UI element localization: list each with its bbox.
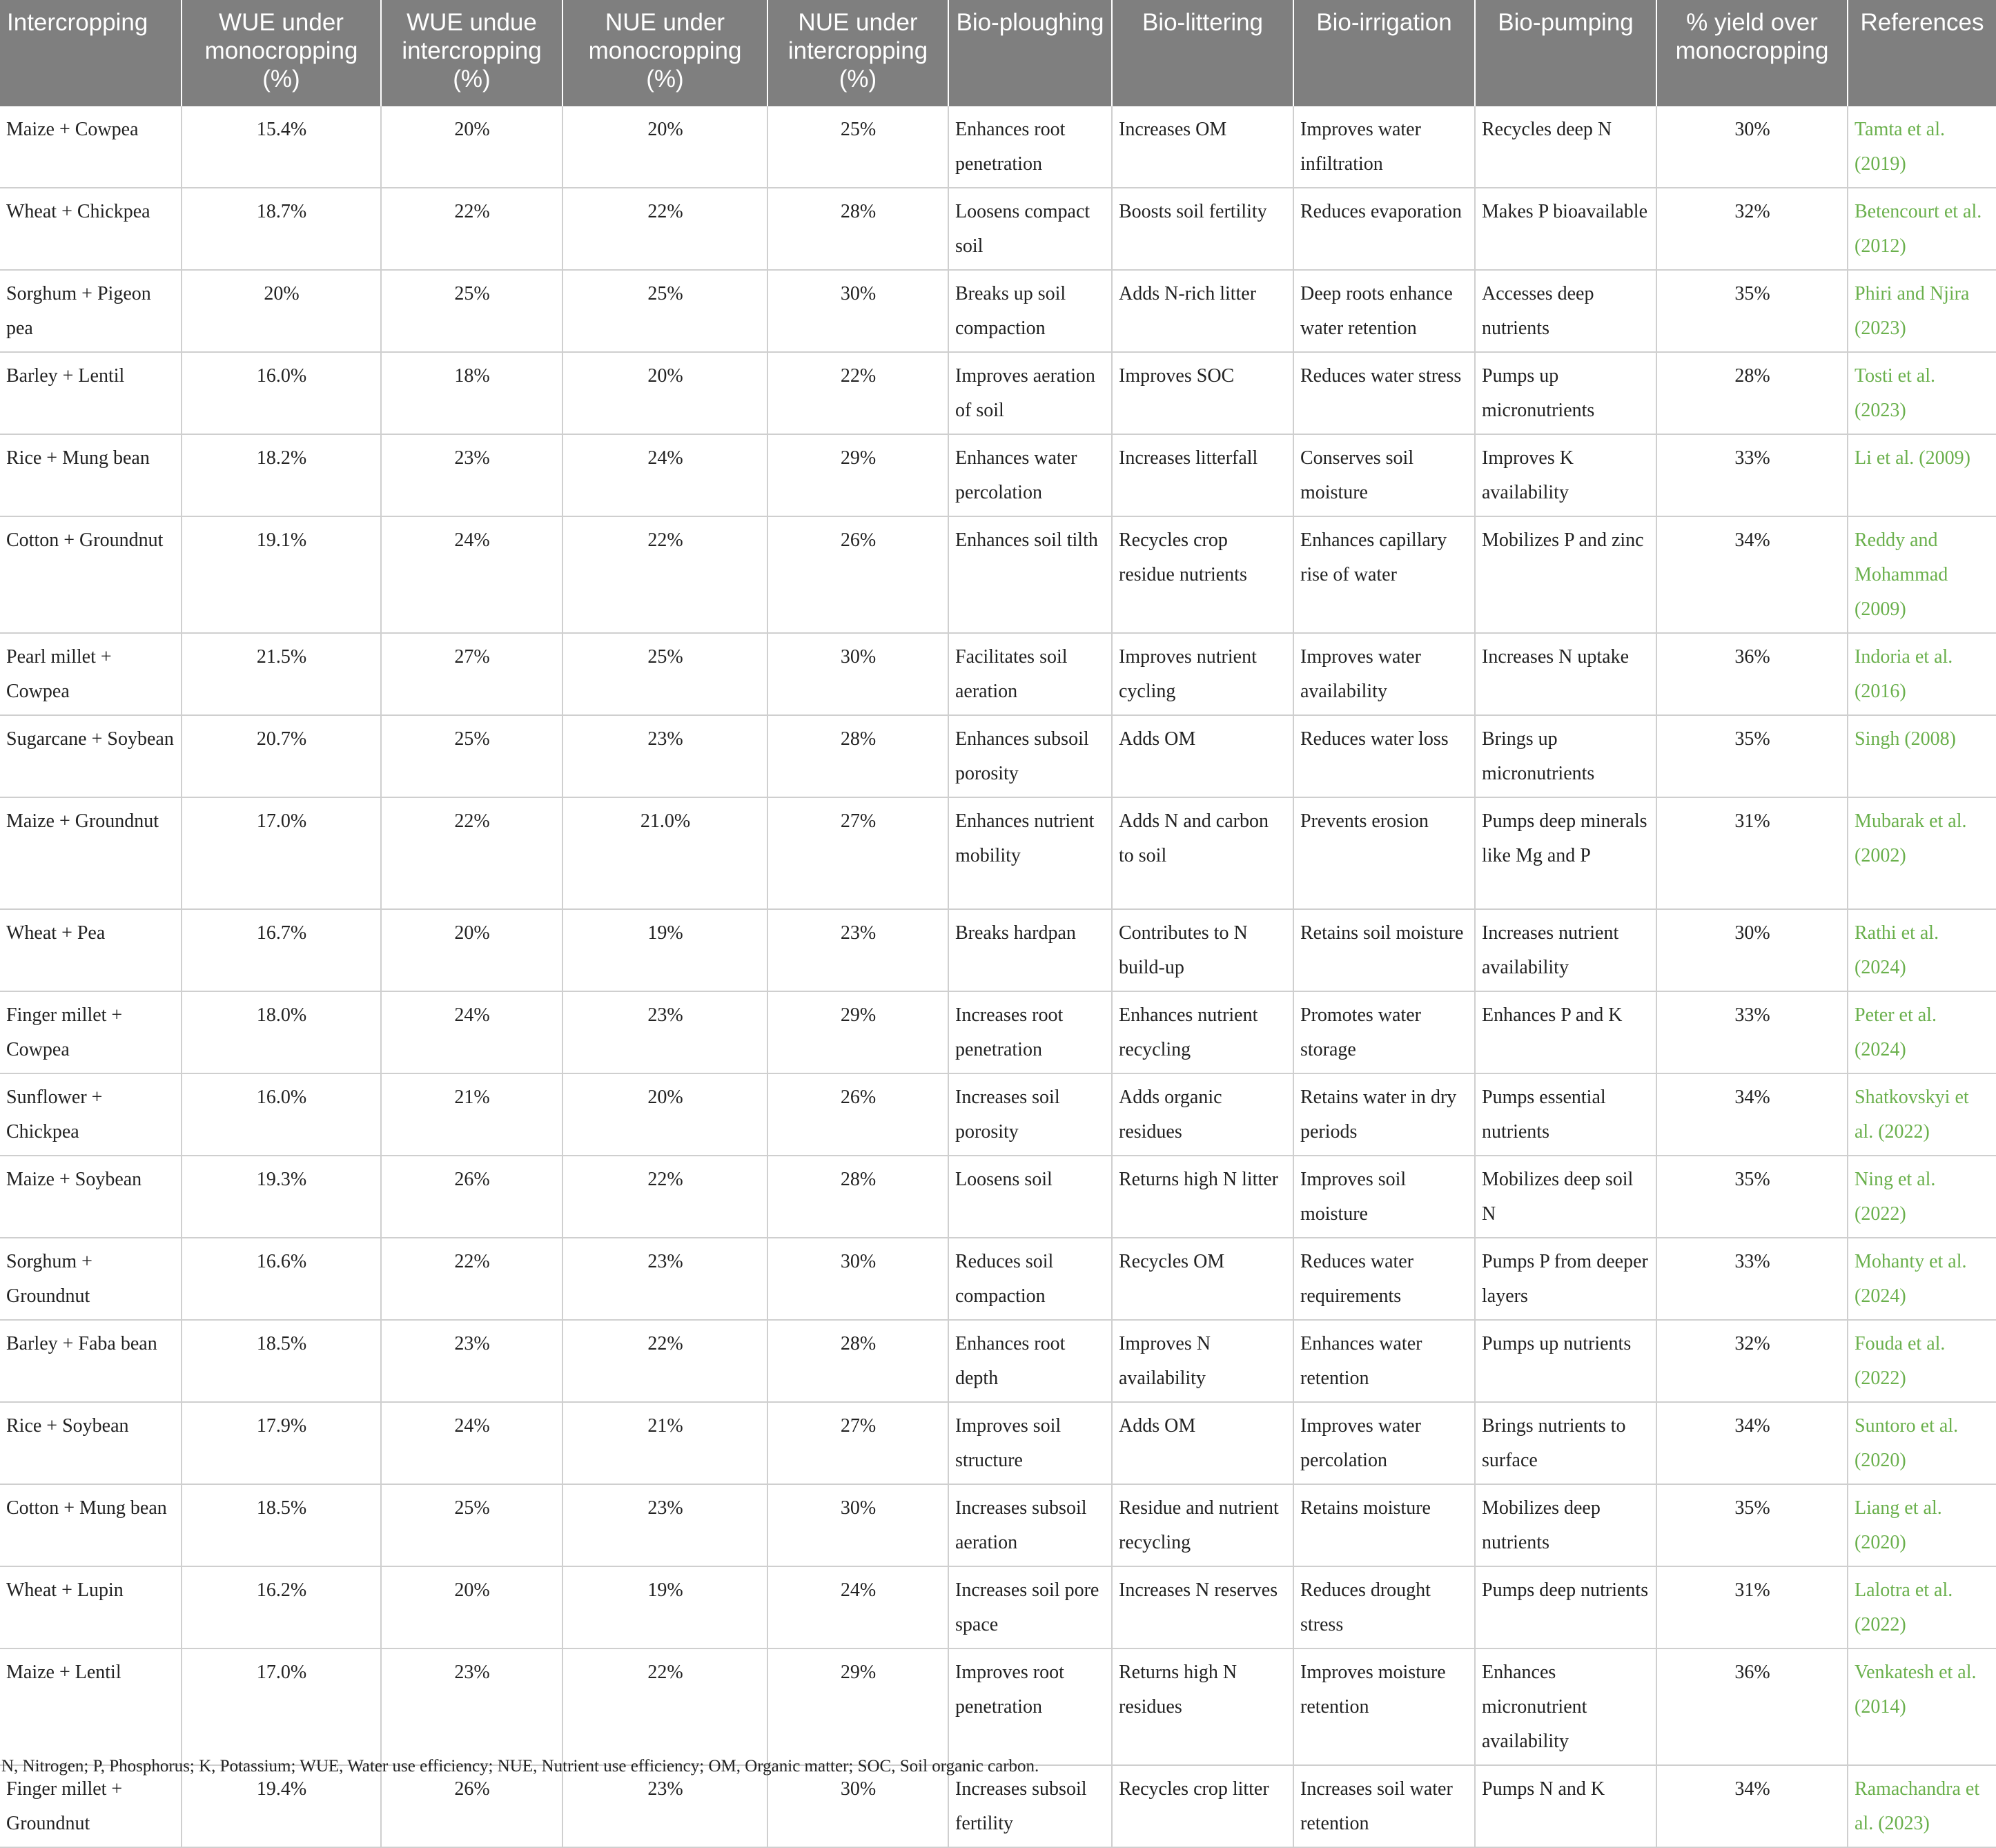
effect-cell: Breaks up soil compaction xyxy=(948,270,1112,352)
table-row xyxy=(0,797,1996,909)
reference-link[interactable]: Phiri and Njira (2023) xyxy=(1848,270,1996,352)
effect-cell: Increases OM xyxy=(1112,106,1293,188)
efficiency-cell: 28% xyxy=(767,1156,948,1238)
effect-cell: Enhances water percolation xyxy=(948,434,1112,516)
efficiency-cell: 18.5% xyxy=(182,1320,381,1402)
efficiency-cell: 26% xyxy=(767,516,948,633)
efficiency-cell: 23% xyxy=(562,1484,767,1566)
effect-cell: Increases litterfall xyxy=(1112,434,1293,516)
efficiency-cell: 25% xyxy=(767,106,948,188)
reference-link[interactable]: Rathi et al. (2024) xyxy=(1848,909,1996,991)
efficiency-cell: 20% xyxy=(562,1073,767,1156)
table-row xyxy=(0,516,1996,633)
effect-cell: Boosts soil fertility xyxy=(1112,188,1293,270)
reference-link[interactable]: Tosti et al. (2023) xyxy=(1848,352,1996,434)
effect-cell: Reduces water stress xyxy=(1293,352,1475,434)
efficiency-cell: 22% xyxy=(562,188,767,270)
table-row xyxy=(0,1566,1996,1648)
effect-cell: Mobilizes deep nutrients xyxy=(1475,1484,1656,1566)
effect-cell: Pumps deep nutrients xyxy=(1475,1566,1656,1648)
efficiency-cell: 23% xyxy=(562,715,767,797)
efficiency-cell: 30% xyxy=(767,270,948,352)
effect-cell: Enhances root depth xyxy=(948,1320,1112,1402)
effect-cell: Pumps N and K xyxy=(1475,1765,1656,1847)
efficiency-cell: 21% xyxy=(381,1073,562,1156)
efficiency-cell: 26% xyxy=(381,1156,562,1238)
intercrop-cell: Finger millet + Cowpea xyxy=(0,991,182,1073)
column-header: WUE undue intercropping (%) xyxy=(381,0,562,106)
effect-cell: Reduces drought stress xyxy=(1293,1566,1475,1648)
efficiency-cell: 20% xyxy=(381,1566,562,1648)
table-row xyxy=(0,909,1996,991)
effect-cell: Accesses deep nutrients xyxy=(1475,270,1656,352)
efficiency-cell: 21% xyxy=(562,1402,767,1484)
efficiency-cell: 26% xyxy=(767,1073,948,1156)
effect-cell: Loosens compact soil xyxy=(948,188,1112,270)
effect-cell: Retains moisture xyxy=(1293,1484,1475,1566)
efficiency-cell: 26% xyxy=(381,1765,562,1847)
efficiency-cell: 30% xyxy=(767,1765,948,1847)
yield-cell: 30% xyxy=(1656,106,1848,188)
effect-cell: Reduces soil compaction xyxy=(948,1238,1112,1320)
reference-link[interactable]: Li et al. (2009) xyxy=(1848,434,1996,516)
effect-cell: Increases root penetration xyxy=(948,991,1112,1073)
effect-cell: Pumps essential nutrients xyxy=(1475,1073,1656,1156)
intercrop-cell: Maize + Groundnut xyxy=(0,797,182,909)
reference-link[interactable]: Shatkovskyi et al. (2022) xyxy=(1848,1073,1996,1156)
efficiency-cell: 18.0% xyxy=(182,991,381,1073)
efficiency-cell: 24% xyxy=(381,1402,562,1484)
efficiency-cell: 27% xyxy=(767,797,948,909)
yield-cell: 34% xyxy=(1656,516,1848,633)
column-header: NUE under monocropping (%) xyxy=(562,0,767,106)
column-header: WUE under monocropping (%) xyxy=(182,0,381,106)
effect-cell: Mobilizes deep soil N xyxy=(1475,1156,1656,1238)
intercrop-cell: Maize + Lentil xyxy=(0,1648,182,1765)
efficiency-cell: 20.7% xyxy=(182,715,381,797)
intercrop-cell: Sorghum + Pigeon pea xyxy=(0,270,182,352)
reference-link[interactable]: Liang et al. (2020) xyxy=(1848,1484,1996,1566)
column-header: Bio-littering xyxy=(1112,0,1293,106)
effect-cell: Improves water percolation xyxy=(1293,1402,1475,1484)
yield-cell: 36% xyxy=(1656,1648,1848,1765)
effect-cell: Pumps up micronutrients xyxy=(1475,352,1656,434)
effect-cell: Recycles crop litter xyxy=(1112,1765,1293,1847)
yield-cell: 33% xyxy=(1656,991,1848,1073)
table-row xyxy=(0,1156,1996,1238)
yield-cell: 34% xyxy=(1656,1402,1848,1484)
effect-cell: Recycles OM xyxy=(1112,1238,1293,1320)
reference-link[interactable]: Suntoro et al. (2020) xyxy=(1848,1402,1996,1484)
effect-cell: Increases soil porosity xyxy=(948,1073,1112,1156)
effect-cell: Pumps deep minerals like Mg and P xyxy=(1475,797,1656,909)
efficiency-cell: 16.2% xyxy=(182,1566,381,1648)
yield-cell: 32% xyxy=(1656,1320,1848,1402)
effect-cell: Enhances nutrient recycling xyxy=(1112,991,1293,1073)
efficiency-cell: 23% xyxy=(562,1765,767,1847)
yield-cell: 35% xyxy=(1656,715,1848,797)
reference-link[interactable]: Ramachandra et al. (2023) xyxy=(1848,1765,1996,1847)
intercrop-cell: Cotton + Groundnut xyxy=(0,516,182,633)
effect-cell: Increases soil water retention xyxy=(1293,1765,1475,1847)
column-header: Bio-irrigation xyxy=(1293,0,1475,106)
effect-cell: Promotes water storage xyxy=(1293,991,1475,1073)
efficiency-cell: 18% xyxy=(381,352,562,434)
effect-cell: Recycles crop residue nutrients xyxy=(1112,516,1293,633)
effect-cell: Improves N availability xyxy=(1112,1320,1293,1402)
efficiency-cell: 24% xyxy=(562,434,767,516)
efficiency-cell: 20% xyxy=(381,106,562,188)
intercrop-cell: Sunflower + Chickpea xyxy=(0,1073,182,1156)
table-row xyxy=(0,106,1996,188)
yield-cell: 30% xyxy=(1656,909,1848,991)
efficiency-cell: 23% xyxy=(562,991,767,1073)
yield-cell: 31% xyxy=(1656,797,1848,909)
efficiency-cell: 24% xyxy=(767,1566,948,1648)
efficiency-cell: 19% xyxy=(562,1566,767,1648)
efficiency-cell: 20% xyxy=(381,909,562,991)
reference-link[interactable]: Mohanty et al. (2024) xyxy=(1848,1238,1996,1320)
table-row xyxy=(0,188,1996,270)
effect-cell: Recycles deep N xyxy=(1475,106,1656,188)
table-header xyxy=(0,0,1996,106)
table-row xyxy=(0,991,1996,1073)
effect-cell: Pumps P from deeper layers xyxy=(1475,1238,1656,1320)
effect-cell: Increases subsoil aeration xyxy=(948,1484,1112,1566)
reference-link[interactable]: Reddy and Mohammad (2009) xyxy=(1848,516,1996,633)
yield-cell: 34% xyxy=(1656,1073,1848,1156)
reference-link[interactable]: Peter et al. (2024) xyxy=(1848,991,1996,1073)
reference-link[interactable]: Singh (2008) xyxy=(1848,715,1996,797)
efficiency-cell: 30% xyxy=(767,1238,948,1320)
table-row xyxy=(0,1073,1996,1156)
column-header: Intercropping xyxy=(0,0,182,106)
reference-link[interactable]: Ning et al. (2022) xyxy=(1848,1156,1996,1238)
effect-cell: Improves SOC xyxy=(1112,352,1293,434)
effect-cell: Improves soil structure xyxy=(948,1402,1112,1484)
effect-cell: Pumps up nutrients xyxy=(1475,1320,1656,1402)
table-row xyxy=(0,352,1996,434)
efficiency-cell: 21.5% xyxy=(182,633,381,715)
intercrop-cell: Rice + Mung bean xyxy=(0,434,182,516)
efficiency-cell: 22% xyxy=(562,516,767,633)
table-body xyxy=(0,106,1996,1847)
efficiency-cell: 17.0% xyxy=(182,797,381,909)
efficiency-cell: 28% xyxy=(767,1320,948,1402)
efficiency-cell: 17.9% xyxy=(182,1402,381,1484)
effect-cell: Makes P bioavailable xyxy=(1475,188,1656,270)
efficiency-cell: 28% xyxy=(767,188,948,270)
effect-cell: Increases N reserves xyxy=(1112,1566,1293,1648)
effect-cell: Improves root penetration xyxy=(948,1648,1112,1765)
yield-cell: 35% xyxy=(1656,1484,1848,1566)
intercrop-cell: Maize + Soybean xyxy=(0,1156,182,1238)
intercrop-cell: Barley + Lentil xyxy=(0,352,182,434)
yield-cell: 35% xyxy=(1656,270,1848,352)
efficiency-cell: 24% xyxy=(381,991,562,1073)
efficiency-cell: 20% xyxy=(182,270,381,352)
yield-cell: 33% xyxy=(1656,1238,1848,1320)
effect-cell: Improves water availability xyxy=(1293,633,1475,715)
efficiency-cell: 25% xyxy=(562,633,767,715)
efficiency-cell: 21.0% xyxy=(562,797,767,909)
table-row xyxy=(0,434,1996,516)
effect-cell: Enhances subsoil porosity xyxy=(948,715,1112,797)
efficiency-cell: 27% xyxy=(767,1402,948,1484)
efficiency-cell: 20% xyxy=(562,352,767,434)
efficiency-cell: 22% xyxy=(562,1320,767,1402)
effect-cell: Brings up micronutrients xyxy=(1475,715,1656,797)
effect-cell: Facilitates soil aeration xyxy=(948,633,1112,715)
table-row xyxy=(0,270,1996,352)
reference-link[interactable]: Mubarak et al. (2002) xyxy=(1848,797,1996,909)
efficiency-cell: 19.4% xyxy=(182,1765,381,1847)
efficiency-cell: 25% xyxy=(381,1484,562,1566)
effect-cell: Improves water infiltration xyxy=(1293,106,1475,188)
table-row xyxy=(0,1320,1996,1402)
effect-cell: Mobilizes P and zinc xyxy=(1475,516,1656,633)
effect-cell: Reduces evaporation xyxy=(1293,188,1475,270)
efficiency-cell: 17.0% xyxy=(182,1648,381,1765)
efficiency-cell: 30% xyxy=(767,633,948,715)
effect-cell: Improves aeration of soil xyxy=(948,352,1112,434)
intercrop-cell: Maize + Cowpea xyxy=(0,106,182,188)
table-row xyxy=(0,715,1996,797)
yield-cell: 31% xyxy=(1656,1566,1848,1648)
efficiency-cell: 24% xyxy=(381,516,562,633)
table-row xyxy=(0,633,1996,715)
reference-link[interactable]: Tamta et al. (2019) xyxy=(1848,106,1996,188)
effect-cell: Enhances micronutrient availability xyxy=(1475,1648,1656,1765)
header-row xyxy=(0,0,1996,106)
efficiency-cell: 22% xyxy=(381,797,562,909)
table-row xyxy=(0,1765,1996,1847)
effect-cell: Residue and nutrient recycling xyxy=(1112,1484,1293,1566)
efficiency-cell: 23% xyxy=(767,909,948,991)
efficiency-cell: 19% xyxy=(562,909,767,991)
efficiency-cell: 23% xyxy=(381,1320,562,1402)
effect-cell: Improves K availability xyxy=(1475,434,1656,516)
reference-link[interactable]: Venkatesh et al. (2014) xyxy=(1848,1648,1996,1765)
efficiency-cell: 29% xyxy=(767,991,948,1073)
reference-link[interactable]: Indoria et al. (2016) xyxy=(1848,633,1996,715)
efficiency-cell: 22% xyxy=(562,1156,767,1238)
effect-cell: Enhances root penetration xyxy=(948,106,1112,188)
column-header: Bio-pumping xyxy=(1475,0,1656,106)
effect-cell: Retains soil moisture xyxy=(1293,909,1475,991)
intercrop-cell: Cotton + Mung bean xyxy=(0,1484,182,1566)
yield-cell: 33% xyxy=(1656,434,1848,516)
efficiency-cell: 20% xyxy=(562,106,767,188)
effect-cell: Adds N-rich litter xyxy=(1112,270,1293,352)
effect-cell: Increases subsoil fertility xyxy=(948,1765,1112,1847)
effect-cell: Adds N and carbon to soil xyxy=(1112,797,1293,909)
effect-cell: Increases soil pore space xyxy=(948,1566,1112,1648)
effect-cell: Brings nutrients to surface xyxy=(1475,1402,1656,1484)
effect-cell: Deep roots enhance water retention xyxy=(1293,270,1475,352)
effect-cell: Prevents erosion xyxy=(1293,797,1475,909)
effect-cell: Enhances capillary rise of water xyxy=(1293,516,1475,633)
intercrop-cell: Sugarcane + Soybean xyxy=(0,715,182,797)
yield-cell: 35% xyxy=(1656,1156,1848,1238)
effect-cell: Increases N uptake xyxy=(1475,633,1656,715)
effect-cell: Returns high N litter xyxy=(1112,1156,1293,1238)
table-row xyxy=(0,1648,1996,1765)
efficiency-cell: 16.7% xyxy=(182,909,381,991)
effect-cell: Adds organic residues xyxy=(1112,1073,1293,1156)
effect-cell: Returns high N residues xyxy=(1112,1648,1293,1765)
column-header: References xyxy=(1848,0,1996,106)
efficiency-cell: 25% xyxy=(562,270,767,352)
effect-cell: Increases nutrient availability xyxy=(1475,909,1656,991)
intercrop-cell: Barley + Faba bean xyxy=(0,1320,182,1402)
efficiency-cell: 22% xyxy=(381,1238,562,1320)
effect-cell: Adds OM xyxy=(1112,715,1293,797)
efficiency-cell: 29% xyxy=(767,434,948,516)
table-row xyxy=(0,1238,1996,1320)
reference-link[interactable]: Lalotra et al. (2022) xyxy=(1848,1566,1996,1648)
efficiency-cell: 19.1% xyxy=(182,516,381,633)
yield-cell: 36% xyxy=(1656,633,1848,715)
intercrop-cell: Finger millet + Groundnut xyxy=(0,1765,182,1847)
effect-cell: Improves nutrient cycling xyxy=(1112,633,1293,715)
intercrop-cell: Wheat + Lupin xyxy=(0,1566,182,1648)
table-footnote: N, Nitrogen; P, Phosphorus; K, Potassium; WUE, Water use efficiency; NUE, Nutrient use efficiency; OM, Organic matter; SOC, Soil organic carbon. xyxy=(1,1757,1039,1776)
efficiency-cell: 18.7% xyxy=(182,188,381,270)
effect-cell: Breaks hardpan xyxy=(948,909,1112,991)
intercrop-cell: Pearl millet + Cowpea xyxy=(0,633,182,715)
effect-cell: Reduces water loss xyxy=(1293,715,1475,797)
effect-cell: Retains water in dry periods xyxy=(1293,1073,1475,1156)
efficiency-cell: 29% xyxy=(767,1648,948,1765)
intercrop-cell: Rice + Soybean xyxy=(0,1402,182,1484)
efficiency-cell: 28% xyxy=(767,715,948,797)
reference-link[interactable]: Betencourt et al. (2012) xyxy=(1848,188,1996,270)
efficiency-cell: 22% xyxy=(562,1648,767,1765)
effect-cell: Improves soil moisture xyxy=(1293,1156,1475,1238)
effect-cell: Loosens soil xyxy=(948,1156,1112,1238)
effect-cell: Conserves soil moisture xyxy=(1293,434,1475,516)
efficiency-cell: 25% xyxy=(381,270,562,352)
effect-cell: Improves moisture retention xyxy=(1293,1648,1475,1765)
yield-cell: 32% xyxy=(1656,188,1848,270)
efficiency-cell: 16.6% xyxy=(182,1238,381,1320)
yield-cell: 28% xyxy=(1656,352,1848,434)
efficiency-cell: 23% xyxy=(562,1238,767,1320)
column-header: % yield over monocropping xyxy=(1656,0,1848,106)
effect-cell: Enhances water retention xyxy=(1293,1320,1475,1402)
efficiency-cell: 30% xyxy=(767,1484,948,1566)
effect-cell: Enhances soil tilth xyxy=(948,516,1112,633)
efficiency-cell: 25% xyxy=(381,715,562,797)
efficiency-cell: 15.4% xyxy=(182,106,381,188)
intercrop-cell: Wheat + Chickpea xyxy=(0,188,182,270)
effect-cell: Reduces water requirements xyxy=(1293,1238,1475,1320)
efficiency-cell: 23% xyxy=(381,434,562,516)
table-row xyxy=(0,1402,1996,1484)
efficiency-cell: 16.0% xyxy=(182,1073,381,1156)
table-row xyxy=(0,1484,1996,1566)
efficiency-cell: 16.0% xyxy=(182,352,381,434)
intercrop-cell: Wheat + Pea xyxy=(0,909,182,991)
efficiency-cell: 22% xyxy=(381,188,562,270)
efficiency-cell: 18.5% xyxy=(182,1484,381,1566)
effect-cell: Enhances nutrient mobility xyxy=(948,797,1112,909)
intercrop-cell: Sorghum + Groundnut xyxy=(0,1238,182,1320)
efficiency-cell: 23% xyxy=(381,1648,562,1765)
effect-cell: Contributes to N build-up xyxy=(1112,909,1293,991)
efficiency-cell: 22% xyxy=(767,352,948,434)
column-header: NUE under intercropping (%) xyxy=(767,0,948,106)
column-header: Bio-ploughing xyxy=(948,0,1112,106)
yield-cell: 34% xyxy=(1656,1765,1848,1847)
reference-link[interactable]: Fouda et al. (2022) xyxy=(1848,1320,1996,1402)
efficiency-cell: 27% xyxy=(381,633,562,715)
effect-cell: Enhances P and K xyxy=(1475,991,1656,1073)
effect-cell: Adds OM xyxy=(1112,1402,1293,1484)
efficiency-cell: 18.2% xyxy=(182,434,381,516)
efficiency-cell: 19.3% xyxy=(182,1156,381,1238)
